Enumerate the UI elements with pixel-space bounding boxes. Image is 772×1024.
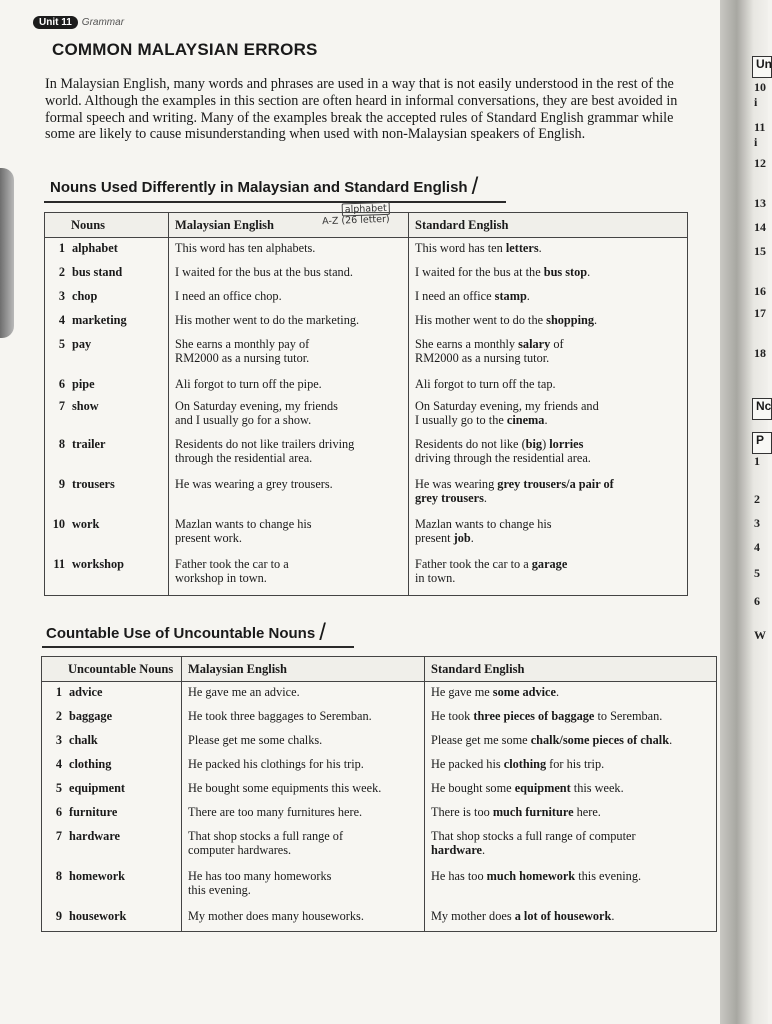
noun-cell	[45, 514, 169, 554]
standard-english-cell: His mother went to do the shopping.	[409, 310, 688, 334]
malaysian-english-cell: He took three baggages to Seremban.	[182, 706, 425, 730]
row-number: 2	[58, 264, 65, 279]
nouns-table	[44, 212, 688, 596]
spine-tab-label: 10 i	[754, 80, 766, 109]
noun-term: trailer	[72, 436, 106, 451]
malaysian-english-cell: He bought some equipments this week.	[182, 778, 425, 802]
noun-term: hardware	[69, 828, 121, 843]
noun-term: bus stand	[72, 264, 123, 279]
table-row	[45, 514, 688, 554]
column-header: Nouns	[45, 213, 169, 238]
row-number: 5	[55, 780, 62, 795]
noun-term: marketing	[72, 312, 127, 327]
spine-tab-label: 4	[754, 540, 760, 554]
standard-english-cell: This word has ten letters.	[409, 238, 688, 262]
spine-tab-label: 14	[754, 220, 766, 234]
intro-paragraph: In Malaysian English, many words and phrases are used in a way that is not easily understood in the rest of the world. Although the examples in this section are often heard in informal conversations, they are best avoided in formal speech and writing. Many of the examples break the accepted rules of Standard English grammar while some are likely to cause misunderstanding when used with non-Malaysian speakers of English.	[45, 76, 678, 143]
table-row	[42, 730, 717, 754]
section1-title-text: Nouns Used Differently in Malaysian and Standard English	[50, 179, 468, 196]
unit-tag	[33, 16, 124, 29]
standard-english-cell: He took three pieces of baggage to Seremban.	[425, 706, 717, 730]
malaysian-english-cell: Ali forgot to turn off the pipe.	[169, 374, 409, 396]
row-number: 4	[58, 312, 65, 327]
standard-english-cell: Father took the car to a garage in town.	[409, 554, 688, 596]
row-number: 11	[53, 556, 65, 571]
table-row	[42, 682, 717, 706]
noun-cell	[42, 826, 182, 866]
noun-cell	[45, 286, 169, 310]
row-number: 2	[55, 708, 62, 723]
spine-tab-label: Nc	[752, 398, 772, 420]
table-row	[45, 474, 688, 514]
noun-cell	[42, 778, 182, 802]
noun-cell	[42, 866, 182, 906]
row-number: 8	[55, 868, 62, 883]
row-number: 9	[58, 476, 65, 491]
column-header: Malaysian English	[182, 657, 425, 682]
noun-cell	[45, 554, 169, 596]
spine-tab-label: P	[752, 432, 772, 454]
noun-cell	[45, 474, 169, 514]
noun-cell	[45, 262, 169, 286]
noun-term: baggage	[69, 708, 113, 723]
malaysian-english-cell: Father took the car to a workshop in town.	[169, 554, 409, 596]
standard-english-cell: Please get me some chalk/some pieces of chalk.	[425, 730, 717, 754]
row-number: 3	[58, 288, 65, 303]
standard-english-cell: I need an office stamp.	[409, 286, 688, 310]
malaysian-english-cell: There are too many furnitures here.	[182, 802, 425, 826]
standard-english-cell: On Saturday evening, my friends and I usually go to the cinema.	[409, 396, 688, 434]
malaysian-english-cell: I need an office chop.	[169, 286, 409, 310]
standard-english-cell: He was wearing grey trousers/a pair of grey trousers.	[409, 474, 688, 514]
row-number: 7	[55, 828, 62, 843]
noun-term: chop	[72, 288, 98, 303]
noun-cell	[42, 730, 182, 754]
spine-tab-label: 15	[754, 244, 766, 258]
standard-english-cell: Mazlan wants to change his present job.	[409, 514, 688, 554]
malaysian-english-cell: He was wearing a grey trousers.	[169, 474, 409, 514]
uncountable-nouns-table	[41, 656, 717, 932]
noun-term: housework	[69, 908, 127, 923]
noun-term: equipment	[69, 780, 126, 795]
malaysian-english-cell: He has too many homeworks this evening.	[182, 866, 425, 906]
standard-english-cell: Residents do not like (big) lorries driving through the residential area.	[409, 434, 688, 474]
table-row	[45, 554, 688, 596]
malaysian-english-cell: This word has ten alphabets.	[169, 238, 409, 262]
page-edge-mark	[0, 168, 14, 338]
standard-english-cell: That shop stocks a full range of computer hardware.	[425, 826, 717, 866]
adjacent-page-edge	[720, 0, 772, 1024]
table-row	[45, 396, 688, 434]
row-number: 9	[55, 908, 62, 923]
row-number: 5	[58, 336, 65, 351]
row-number: 8	[58, 436, 65, 451]
noun-cell	[42, 802, 182, 826]
spine-tab-label: 18	[754, 346, 766, 360]
noun-term: pay	[72, 336, 92, 351]
spine-tab-label: 5	[754, 566, 760, 580]
table-row	[45, 238, 688, 262]
table-row	[42, 754, 717, 778]
noun-term: clothing	[69, 756, 112, 771]
spine-tab-label: 16	[754, 284, 766, 298]
section2-title-text: Countable Use of Uncountable Nouns	[46, 625, 316, 642]
spine-tab-label: 12	[754, 156, 766, 170]
column-header: Standard English	[409, 213, 688, 238]
noun-term: chalk	[69, 732, 98, 747]
row-number: 6	[58, 376, 65, 391]
unit-badge: Unit 11	[33, 16, 78, 29]
noun-term: homework	[69, 868, 126, 883]
table-row	[45, 310, 688, 334]
table-row	[45, 434, 688, 474]
spine-tab-label: 17	[754, 306, 766, 320]
noun-cell	[42, 706, 182, 730]
section2-rule	[42, 646, 354, 648]
standard-english-cell: Ali forgot to turn off the tap.	[409, 374, 688, 396]
spine-tab-label: 11 i	[754, 120, 766, 149]
section2-title: Countable Use of Uncountable Nouns /	[46, 619, 326, 646]
noun-term: advice	[69, 685, 103, 699]
malaysian-english-cell: On Saturday evening, my friends and I usually go for a show.	[169, 396, 409, 434]
table-row	[42, 778, 717, 802]
row-number: 6	[55, 804, 62, 819]
row-number: 4	[55, 756, 62, 771]
malaysian-english-cell: My mother does many houseworks.	[182, 906, 425, 932]
noun-term: show	[72, 398, 99, 413]
malaysian-english-cell: His mother went to do the marketing.	[169, 310, 409, 334]
handwritten-note	[322, 203, 391, 227]
table-row	[42, 802, 717, 826]
standard-english-cell: He has too much homework this evening.	[425, 866, 717, 906]
table-row	[45, 286, 688, 310]
malaysian-english-cell: Please get me some chalks.	[182, 730, 425, 754]
handnote-line2: A-Z (26 letter)	[322, 213, 390, 228]
noun-cell	[42, 682, 182, 706]
table-row	[45, 334, 688, 374]
spine-tab-label: 2	[754, 492, 760, 506]
table-row	[42, 706, 717, 730]
handnote-line1: alphabet	[342, 202, 390, 217]
noun-cell	[45, 434, 169, 474]
malaysian-english-cell: Residents do not like trailers driving through the residential area.	[169, 434, 409, 474]
standard-english-cell: He bought some equipment this week.	[425, 778, 717, 802]
standard-english-cell: She earns a monthly salary of RM2000 as a nursing tutor.	[409, 334, 688, 374]
spine-tab-label: W	[754, 628, 766, 642]
noun-cell	[45, 374, 169, 396]
spine-tab-label: Un	[752, 56, 772, 78]
table-row	[45, 262, 688, 286]
table-row	[42, 906, 717, 932]
standard-english-cell: He gave me some advice.	[425, 682, 717, 706]
noun-term: work	[72, 516, 100, 531]
noun-term: trousers	[72, 476, 115, 491]
malaysian-english-cell: That shop stocks a full range of computer hardwares.	[182, 826, 425, 866]
table-row	[42, 826, 717, 866]
noun-cell	[42, 906, 182, 932]
standard-english-cell: I waited for the bus at the bus stop.	[409, 262, 688, 286]
standard-english-cell: My mother does a lot of housework.	[425, 906, 717, 932]
row-number: 1	[58, 241, 65, 255]
noun-term: pipe	[72, 376, 95, 391]
spine-tab-label: 6	[754, 594, 760, 608]
noun-term: furniture	[69, 804, 118, 819]
row-number: 10	[52, 516, 65, 531]
column-header: Malaysian English	[169, 213, 409, 238]
table-row	[45, 374, 688, 396]
standard-english-cell: He packed his clothing for his trip.	[425, 754, 717, 778]
noun-cell	[42, 754, 182, 778]
noun-term: workshop	[72, 556, 124, 571]
malaysian-english-cell: She earns a monthly pay of RM2000 as a nursing tutor.	[169, 334, 409, 374]
section1-rule	[44, 201, 506, 203]
standard-english-cell: There is too much furniture here.	[425, 802, 717, 826]
row-number: 1	[55, 685, 62, 699]
column-header: Uncountable Nouns	[42, 657, 182, 682]
unit-label: Grammar	[81, 17, 125, 28]
section1-title: Nouns Used Differently in Malaysian and Standard English /	[50, 173, 479, 200]
spine-tab-label: 1	[754, 454, 760, 468]
malaysian-english-cell: He gave me an advice.	[182, 682, 425, 706]
malaysian-english-cell: He packed his clothings for his trip.	[182, 754, 425, 778]
malaysian-english-cell: I waited for the bus at the bus stand.	[169, 262, 409, 286]
table-row	[42, 866, 717, 906]
page-title: COMMON MALAYSIAN ERRORS	[52, 40, 318, 59]
row-number: 7	[58, 398, 65, 413]
row-number: 3	[55, 732, 62, 747]
spine-tab-label: 3	[754, 516, 760, 530]
noun-cell	[45, 396, 169, 434]
column-header: Standard English	[425, 657, 717, 682]
noun-cell	[45, 310, 169, 334]
noun-cell	[45, 238, 169, 262]
noun-term: alphabet	[72, 241, 118, 255]
malaysian-english-cell: Mazlan wants to change his present work.	[169, 514, 409, 554]
noun-cell	[45, 334, 169, 374]
spine-tab-label: 13	[754, 196, 766, 210]
